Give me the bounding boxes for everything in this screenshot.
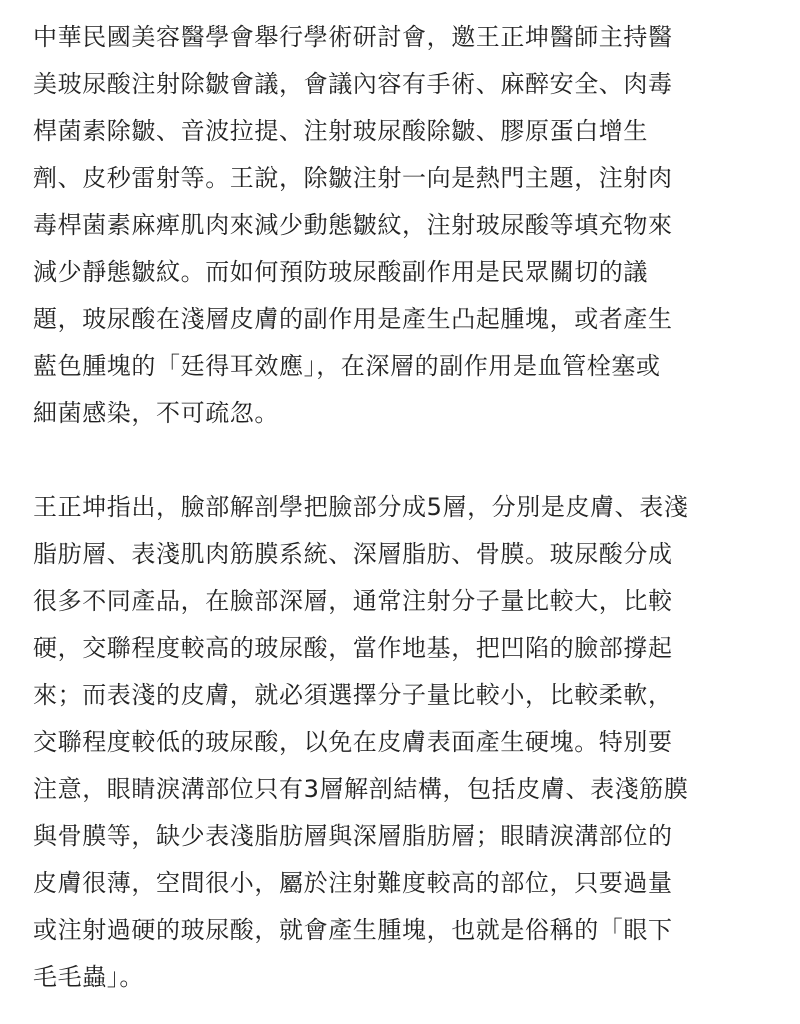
text-line: 毒桿菌素麻痺肌肉來減少動態皺紋，注射玻尿酸等填充物來: [33, 211, 673, 239]
text-line: 與骨膜等，缺少表淺脂肪層與深層脂肪層；眼睛淚溝部位的: [33, 822, 673, 850]
text-line: 減少靜態皺紋。而如何預防玻尿酸副作用是民眾關切的議: [33, 258, 648, 286]
text-line: 皮膚很薄，空間很小，屬於注射難度較高的部位，只要過量: [33, 869, 673, 897]
text-line: 劑、皮秒雷射等。王說，除皺注射一向是熱門主題，注射肉: [33, 164, 673, 192]
text-line: 來；而表淺的皮膚，就必須選擇分子量比較小，比較柔軟，: [33, 681, 673, 709]
text-line: 美玻尿酸注射除皺會議，會議內容有手術、麻醉安全、肉毒: [33, 70, 673, 98]
text-line: 中華民國美容醫學會舉行學術研討會，邀王正坤醫師主持醫: [33, 23, 673, 51]
text-line: 交聯程度較低的玻尿酸，以免在皮膚表面產生硬塊。特別要: [33, 728, 673, 756]
text-line: 藍色腫塊的「廷得耳效應」，在深層的副作用是血管栓塞或: [33, 352, 661, 380]
paragraph-gap: [33, 437, 773, 484]
paragraph-2: [33, 484, 773, 1001]
text-line: 王正坤指出，臉部解剖學把臉部分成5層，分別是皮膚、表淺: [33, 493, 689, 521]
text-line: 細菌感染，不可疏忽。: [33, 399, 279, 427]
text-line: 桿菌素除皺、音波拉提、注射玻尿酸除皺、膠原蛋白增生: [33, 117, 648, 145]
text-line: 很多不同產品，在臉部深層，通常注射分子量比較大，比較: [33, 587, 673, 615]
text-line: 題，玻尿酸在淺層皮膚的副作用是產生凸起腫塊，或者產生: [33, 305, 673, 333]
text-line: 注意，眼睛淚溝部位只有3層解剖結構，包括皮膚、表淺筋膜: [33, 775, 689, 803]
paragraph-1: [33, 14, 773, 437]
article-body: [33, 14, 773, 1001]
text-line: 脂肪層、表淺肌肉筋膜系統、深層脂肪、骨膜。玻尿酸分成: [33, 540, 673, 568]
text-line: 或注射過硬的玻尿酸，就會產生腫塊，也就是俗稱的「眼下: [33, 916, 673, 944]
text-line: 毛毛蟲」。: [33, 963, 144, 991]
text-line: 硬，交聯程度較高的玻尿酸，當作地基，把凹陷的臉部撐起: [33, 634, 673, 662]
